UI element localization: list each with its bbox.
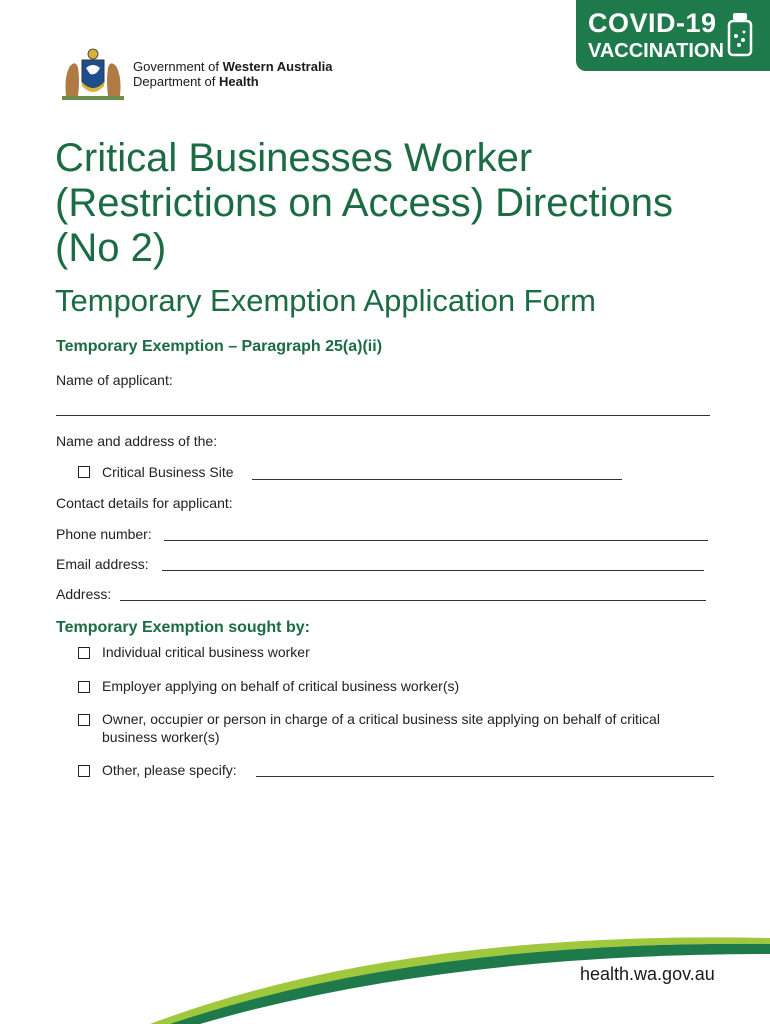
critical-business-site-checkbox[interactable] [78, 466, 90, 478]
section-heading-paragraph: Temporary Exemption – Paragraph 25(a)(ii) [56, 338, 383, 355]
section-heading-sought-by: Temporary Exemption sought by: [56, 619, 310, 636]
contact-details-label: Contact details for applicant: [56, 495, 233, 511]
option-label: Other, please specify: [102, 762, 237, 778]
option-label: Individual critical business worker [102, 644, 310, 660]
vaccine-vial-icon [724, 12, 756, 58]
name-address-label: Name and address of the: [56, 433, 218, 449]
applicant-name-field[interactable] [56, 415, 710, 416]
address-field[interactable] [120, 600, 706, 601]
email-label: Email address: [56, 556, 149, 572]
phone-field[interactable] [164, 540, 708, 541]
critical-business-site-field[interactable] [252, 479, 622, 480]
individual-worker-checkbox[interactable] [78, 647, 90, 659]
option-label: Employer applying on behalf of critical business worker(s) [102, 678, 460, 694]
page-subtitle: Temporary Exemption Application Form [55, 283, 597, 318]
other-specify-field[interactable] [256, 776, 714, 777]
covid-vaccination-badge [576, 0, 770, 71]
address-label: Address: [56, 586, 112, 602]
page-title: Critical Businesses Worker (Restrictions on Access) Directions (No 2) [55, 136, 673, 270]
wa-coat-of-arms-logo [56, 46, 130, 104]
option-label: Owner, occupier or person in charge of a critical business site applying on behalf of critical business worker(s) [102, 711, 660, 745]
phone-label: Phone number: [56, 526, 152, 542]
employer-checkbox[interactable] [78, 681, 90, 693]
government-department-name: Government of Western Australia Department of Health [133, 59, 333, 89]
owner-occupier-checkbox[interactable] [78, 714, 90, 726]
badge-line2: VACCINATION [588, 40, 724, 62]
critical-business-site-label: Critical Business Site [102, 464, 234, 480]
other-checkbox[interactable] [78, 765, 90, 777]
badge-line1: COVID-19 [588, 8, 717, 38]
applicant-name-label: Name of applicant: [56, 372, 173, 388]
email-field[interactable] [162, 570, 704, 571]
footer-website-link[interactable]: health.wa.gov.au [580, 964, 715, 984]
